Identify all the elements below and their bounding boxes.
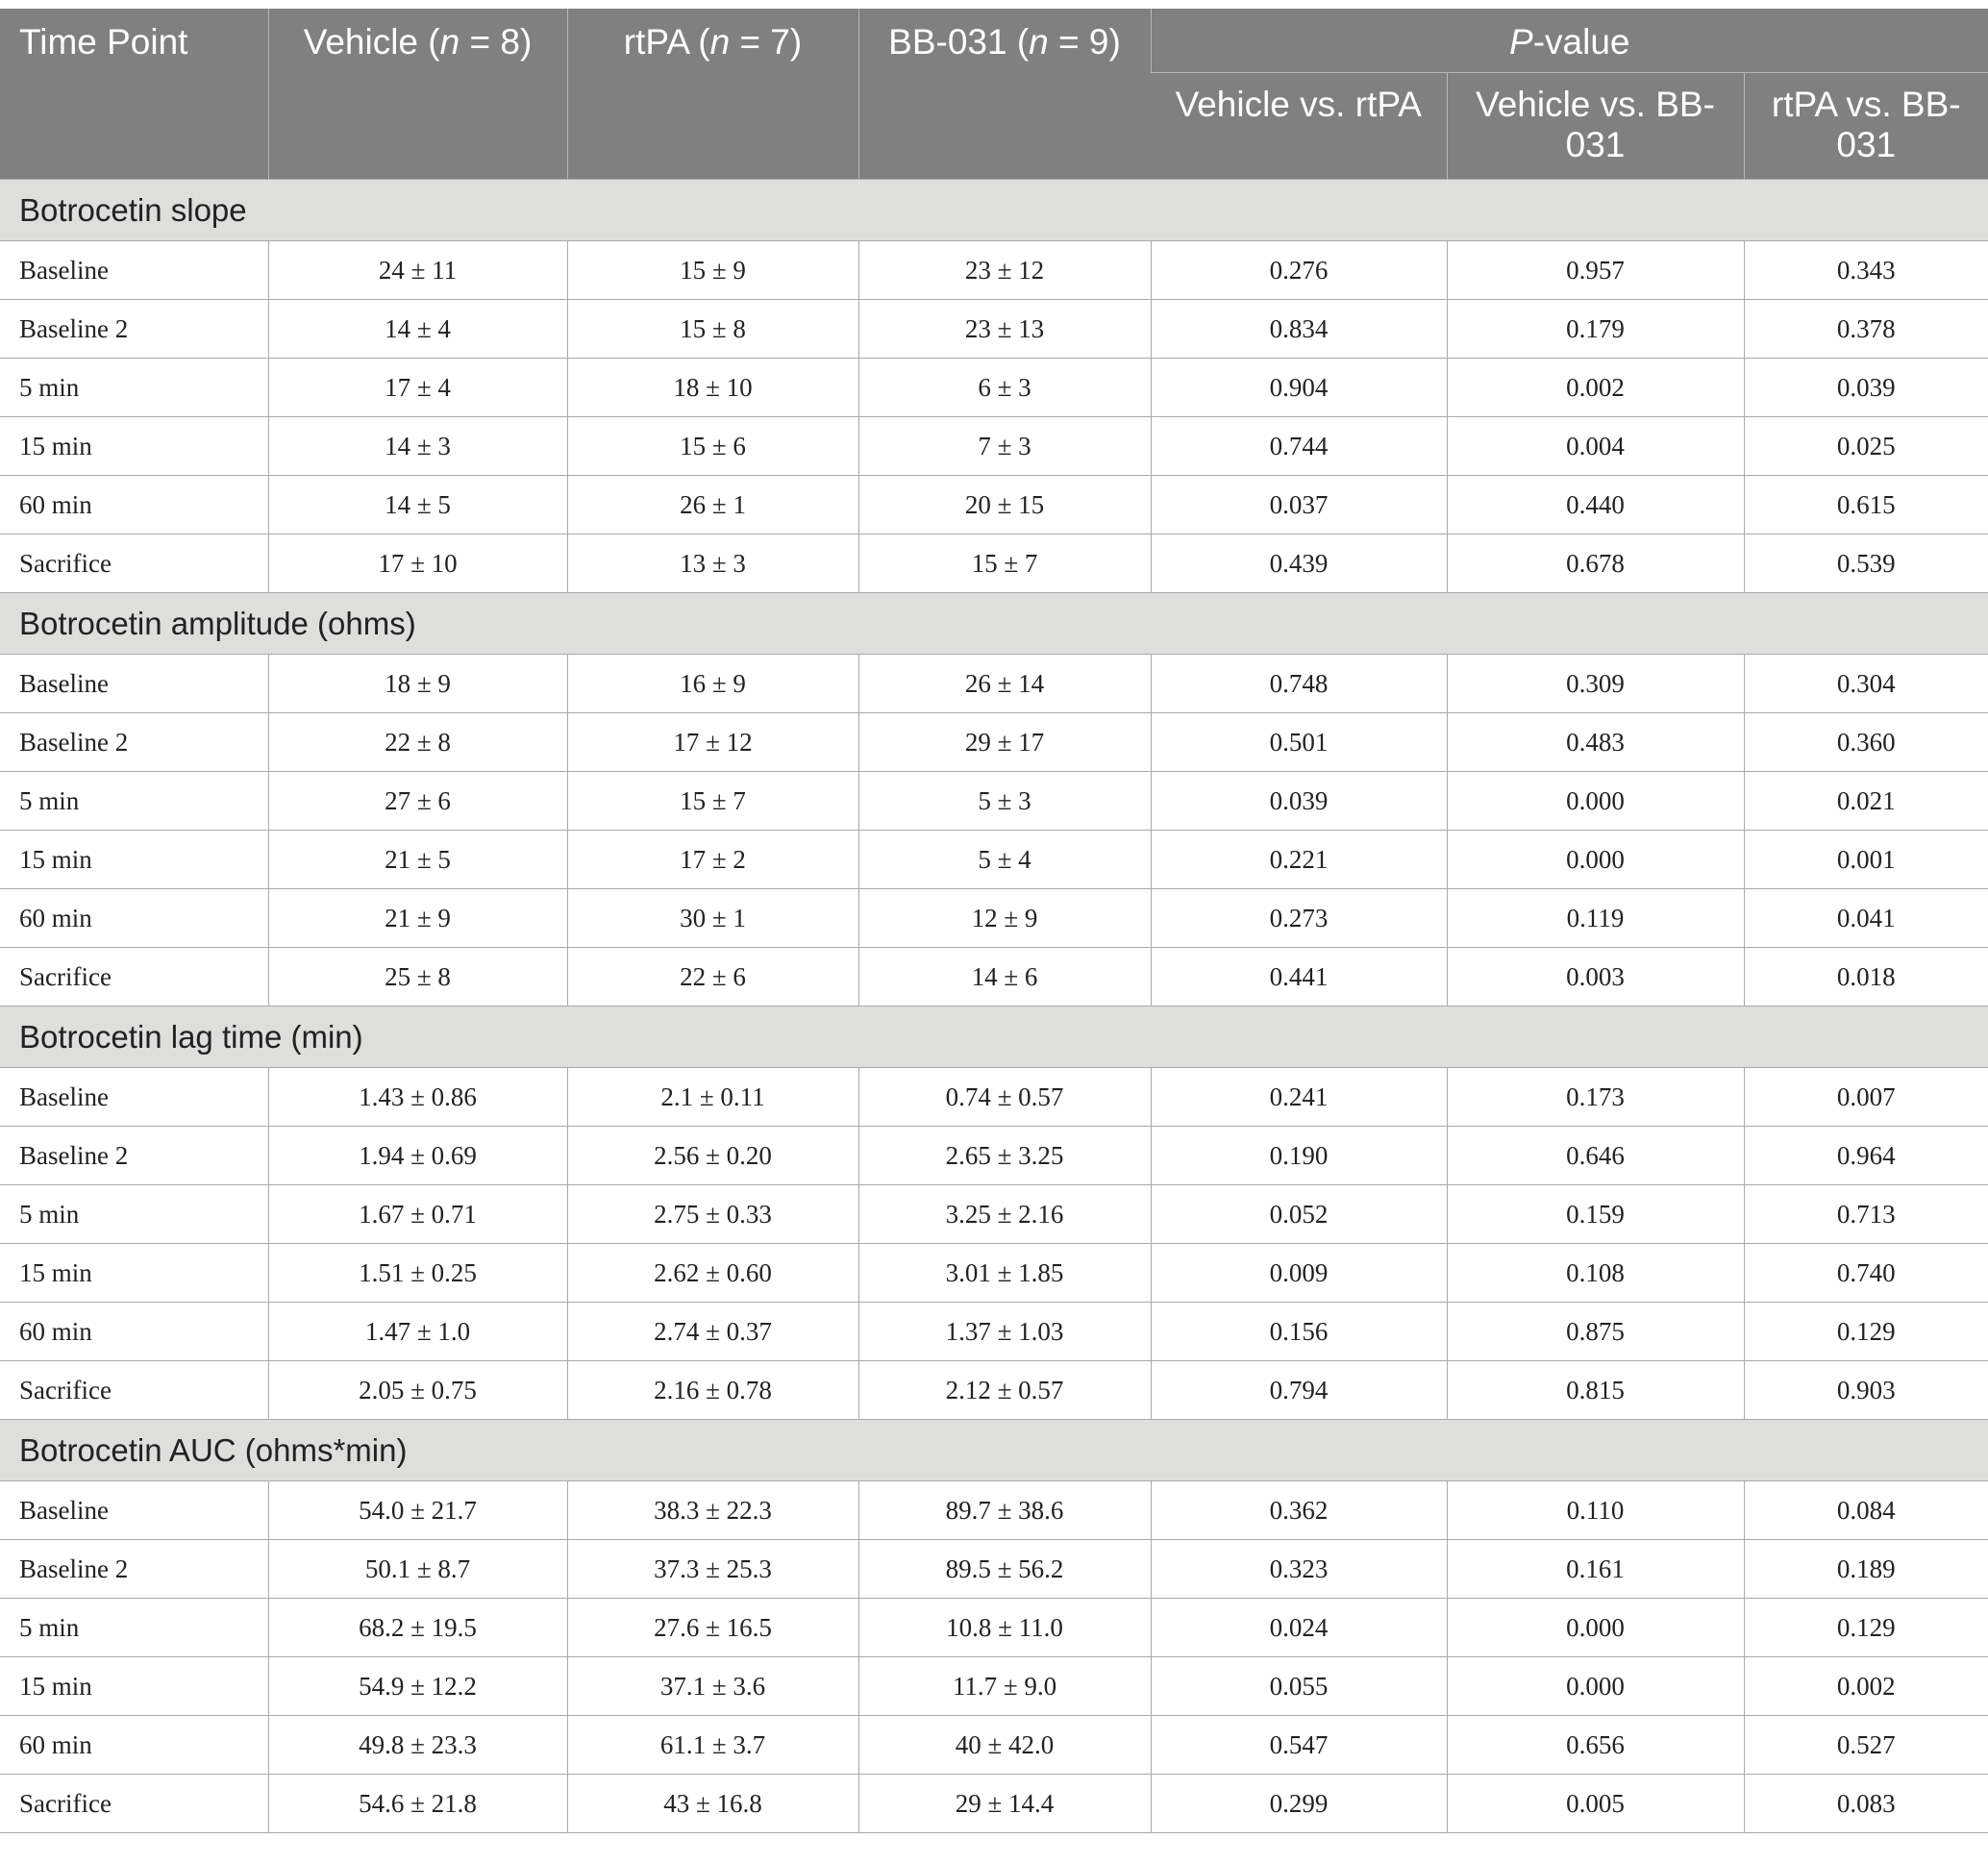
- cell-rtpa: 16 ± 9: [567, 655, 858, 713]
- cell-bb031: 29 ± 14.4: [858, 1775, 1151, 1833]
- cell-p-vehicle-vs-rtpa: 0.748: [1151, 655, 1447, 713]
- table-row: [0, 1540, 1988, 1599]
- section-title: Botrocetin slope: [0, 180, 1988, 241]
- cell-time-point: 15 min: [0, 417, 268, 476]
- cell-p-vehicle-vs-bb031: 0.678: [1447, 534, 1744, 593]
- cell-time-point: 60 min: [0, 1303, 268, 1361]
- table-row: [0, 1775, 1988, 1833]
- cell-p-vehicle-vs-rtpa: 0.744: [1151, 417, 1447, 476]
- cell-bb031: 26 ± 14: [858, 655, 1151, 713]
- cell-bb031: 89.7 ± 38.6: [858, 1481, 1151, 1540]
- results-table: [0, 9, 1988, 1833]
- header-vehicle-vs-bb031: Vehicle vs. BB-031: [1447, 73, 1744, 180]
- table-row: [0, 1244, 1988, 1303]
- cell-p-rtpa-vs-bb031: 0.713: [1744, 1185, 1988, 1244]
- cell-bb031: 23 ± 12: [858, 241, 1151, 300]
- table-row: [0, 772, 1988, 831]
- cell-rtpa: 15 ± 6: [567, 417, 858, 476]
- cell-p-vehicle-vs-bb031: 0.002: [1447, 359, 1744, 417]
- cell-p-vehicle-vs-bb031: 0.005: [1447, 1775, 1744, 1833]
- cell-p-vehicle-vs-bb031: 0.173: [1447, 1068, 1744, 1127]
- cell-time-point: Baseline: [0, 1481, 268, 1540]
- cell-time-point: Baseline 2: [0, 1127, 268, 1185]
- cell-vehicle: 1.94 ± 0.69: [268, 1127, 567, 1185]
- cell-p-vehicle-vs-rtpa: 0.299: [1151, 1775, 1447, 1833]
- cell-p-vehicle-vs-rtpa: 0.904: [1151, 359, 1447, 417]
- cell-p-vehicle-vs-bb031: 0.000: [1447, 831, 1744, 889]
- cell-vehicle: 49.8 ± 23.3: [268, 1716, 567, 1775]
- cell-rtpa: 61.1 ± 3.7: [567, 1716, 858, 1775]
- cell-bb031: 23 ± 13: [858, 300, 1151, 359]
- cell-p-vehicle-vs-rtpa: 0.362: [1151, 1481, 1447, 1540]
- section-header-row: [0, 1007, 1988, 1068]
- cell-vehicle: 27 ± 6: [268, 772, 567, 831]
- table-header: [0, 9, 1988, 180]
- cell-p-rtpa-vs-bb031: 0.039: [1744, 359, 1988, 417]
- cell-p-vehicle-vs-rtpa: 0.794: [1151, 1361, 1447, 1420]
- table-row: [0, 300, 1988, 359]
- cell-p-rtpa-vs-bb031: 0.041: [1744, 889, 1988, 948]
- cell-rtpa: 37.1 ± 3.6: [567, 1657, 858, 1716]
- cell-vehicle: 17 ± 4: [268, 359, 567, 417]
- cell-time-point: Sacrifice: [0, 1775, 268, 1833]
- cell-rtpa: 13 ± 3: [567, 534, 858, 593]
- cell-bb031: 7 ± 3: [858, 417, 1151, 476]
- cell-bb031: 20 ± 15: [858, 476, 1151, 534]
- cell-vehicle: 1.43 ± 0.86: [268, 1068, 567, 1127]
- cell-time-point: 5 min: [0, 359, 268, 417]
- cell-p-vehicle-vs-rtpa: 0.052: [1151, 1185, 1447, 1244]
- cell-rtpa: 17 ± 12: [567, 713, 858, 772]
- cell-p-vehicle-vs-bb031: 0.646: [1447, 1127, 1744, 1185]
- cell-time-point: 60 min: [0, 476, 268, 534]
- cell-p-vehicle-vs-bb031: 0.119: [1447, 889, 1744, 948]
- cell-rtpa: 17 ± 2: [567, 831, 858, 889]
- cell-time-point: 5 min: [0, 772, 268, 831]
- table-row: [0, 1361, 1988, 1420]
- cell-vehicle: 54.6 ± 21.8: [268, 1775, 567, 1833]
- cell-bb031: 10.8 ± 11.0: [858, 1599, 1151, 1657]
- cell-vehicle: 50.1 ± 8.7: [268, 1540, 567, 1599]
- cell-rtpa: 2.1 ± 0.11: [567, 1068, 858, 1127]
- cell-bb031: 15 ± 7: [858, 534, 1151, 593]
- cell-bb031: 6 ± 3: [858, 359, 1151, 417]
- cell-p-vehicle-vs-rtpa: 0.323: [1151, 1540, 1447, 1599]
- cell-vehicle: 1.47 ± 1.0: [268, 1303, 567, 1361]
- cell-p-vehicle-vs-rtpa: 0.190: [1151, 1127, 1447, 1185]
- cell-p-vehicle-vs-bb031: 0.000: [1447, 772, 1744, 831]
- cell-rtpa: 27.6 ± 16.5: [567, 1599, 858, 1657]
- cell-rtpa: 15 ± 7: [567, 772, 858, 831]
- cell-vehicle: 54.0 ± 21.7: [268, 1481, 567, 1540]
- table-row: [0, 1599, 1988, 1657]
- cell-time-point: Baseline: [0, 1068, 268, 1127]
- table-row: [0, 713, 1988, 772]
- cell-vehicle: 68.2 ± 19.5: [268, 1599, 567, 1657]
- header-pvalue: P-value: [1151, 9, 1988, 73]
- cell-vehicle: 21 ± 5: [268, 831, 567, 889]
- cell-bb031: 40 ± 42.0: [858, 1716, 1151, 1775]
- cell-p-vehicle-vs-bb031: 0.108: [1447, 1244, 1744, 1303]
- header-vehicle-vs-rtpa: Vehicle vs. rtPA: [1151, 73, 1447, 180]
- cell-bb031: 12 ± 9: [858, 889, 1151, 948]
- cell-p-vehicle-vs-bb031: 0.003: [1447, 948, 1744, 1007]
- cell-rtpa: 15 ± 8: [567, 300, 858, 359]
- table-row: [0, 1303, 1988, 1361]
- cell-p-rtpa-vs-bb031: 0.021: [1744, 772, 1988, 831]
- cell-vehicle: 18 ± 9: [268, 655, 567, 713]
- cell-p-vehicle-vs-rtpa: 0.439: [1151, 534, 1447, 593]
- cell-rtpa: 37.3 ± 25.3: [567, 1540, 858, 1599]
- cell-bb031: 0.74 ± 0.57: [858, 1068, 1151, 1127]
- cell-vehicle: 2.05 ± 0.75: [268, 1361, 567, 1420]
- table-row: [0, 889, 1988, 948]
- cell-rtpa: 2.62 ± 0.60: [567, 1244, 858, 1303]
- cell-bb031: 3.01 ± 1.85: [858, 1244, 1151, 1303]
- cell-time-point: 5 min: [0, 1185, 268, 1244]
- cell-time-point: Baseline 2: [0, 300, 268, 359]
- section-title: Botrocetin amplitude (ohms): [0, 593, 1988, 655]
- cell-p-vehicle-vs-rtpa: 0.276: [1151, 241, 1447, 300]
- table-row: [0, 1716, 1988, 1775]
- cell-time-point: 15 min: [0, 1244, 268, 1303]
- cell-bb031: 3.25 ± 2.16: [858, 1185, 1151, 1244]
- cell-p-rtpa-vs-bb031: 0.304: [1744, 655, 1988, 713]
- cell-p-vehicle-vs-bb031: 0.159: [1447, 1185, 1744, 1244]
- cell-rtpa: 38.3 ± 22.3: [567, 1481, 858, 1540]
- cell-vehicle: 1.51 ± 0.25: [268, 1244, 567, 1303]
- cell-vehicle: 17 ± 10: [268, 534, 567, 593]
- cell-p-vehicle-vs-rtpa: 0.221: [1151, 831, 1447, 889]
- table-row: [0, 1185, 1988, 1244]
- cell-time-point: Sacrifice: [0, 534, 268, 593]
- cell-p-rtpa-vs-bb031: 0.189: [1744, 1540, 1988, 1599]
- cell-p-rtpa-vs-bb031: 0.903: [1744, 1361, 1988, 1420]
- header-time-point: Time Point: [0, 9, 268, 180]
- cell-p-rtpa-vs-bb031: 0.378: [1744, 300, 1988, 359]
- cell-time-point: Sacrifice: [0, 1361, 268, 1420]
- cell-p-vehicle-vs-rtpa: 0.055: [1151, 1657, 1447, 1716]
- cell-p-rtpa-vs-bb031: 0.018: [1744, 948, 1988, 1007]
- table-row: [0, 1481, 1988, 1540]
- cell-vehicle: 21 ± 9: [268, 889, 567, 948]
- table-row: [0, 476, 1988, 534]
- cell-p-vehicle-vs-bb031: 0.656: [1447, 1716, 1744, 1775]
- table-body: [0, 180, 1988, 1833]
- header-rtpa: rtPA (n = 7): [567, 9, 858, 180]
- cell-p-vehicle-vs-rtpa: 0.547: [1151, 1716, 1447, 1775]
- section-header-row: [0, 593, 1988, 655]
- cell-p-rtpa-vs-bb031: 0.084: [1744, 1481, 1988, 1540]
- cell-p-rtpa-vs-bb031: 0.002: [1744, 1657, 1988, 1716]
- cell-time-point: Baseline: [0, 241, 268, 300]
- cell-bb031: 5 ± 4: [858, 831, 1151, 889]
- cell-p-vehicle-vs-rtpa: 0.273: [1151, 889, 1447, 948]
- cell-p-vehicle-vs-bb031: 0.004: [1447, 417, 1744, 476]
- cell-vehicle: 14 ± 5: [268, 476, 567, 534]
- cell-p-rtpa-vs-bb031: 0.129: [1744, 1303, 1988, 1361]
- table-row: [0, 1127, 1988, 1185]
- cell-p-vehicle-vs-bb031: 0.179: [1447, 300, 1744, 359]
- table-row: [0, 1657, 1988, 1716]
- cell-p-rtpa-vs-bb031: 0.083: [1744, 1775, 1988, 1833]
- cell-rtpa: 2.75 ± 0.33: [567, 1185, 858, 1244]
- cell-rtpa: 2.16 ± 0.78: [567, 1361, 858, 1420]
- table-row: [0, 655, 1988, 713]
- cell-p-rtpa-vs-bb031: 0.001: [1744, 831, 1988, 889]
- cell-rtpa: 30 ± 1: [567, 889, 858, 948]
- cell-p-rtpa-vs-bb031: 0.360: [1744, 713, 1988, 772]
- cell-p-vehicle-vs-bb031: 0.957: [1447, 241, 1744, 300]
- cell-vehicle: 14 ± 3: [268, 417, 567, 476]
- cell-bb031: 14 ± 6: [858, 948, 1151, 1007]
- cell-p-vehicle-vs-bb031: 0.161: [1447, 1540, 1744, 1599]
- cell-time-point: 5 min: [0, 1599, 268, 1657]
- cell-time-point: Baseline: [0, 655, 268, 713]
- cell-bb031: 29 ± 17: [858, 713, 1151, 772]
- cell-p-rtpa-vs-bb031: 0.527: [1744, 1716, 1988, 1775]
- cell-rtpa: 18 ± 10: [567, 359, 858, 417]
- table-row: [0, 417, 1988, 476]
- cell-rtpa: 15 ± 9: [567, 241, 858, 300]
- cell-p-vehicle-vs-rtpa: 0.039: [1151, 772, 1447, 831]
- cell-time-point: 60 min: [0, 1716, 268, 1775]
- cell-bb031: 89.5 ± 56.2: [858, 1540, 1151, 1599]
- header-vehicle: Vehicle (n = 8): [268, 9, 567, 180]
- cell-time-point: 15 min: [0, 1657, 268, 1716]
- cell-rtpa: 43 ± 16.8: [567, 1775, 858, 1833]
- cell-p-vehicle-vs-rtpa: 0.037: [1151, 476, 1447, 534]
- cell-bb031: 1.37 ± 1.03: [858, 1303, 1151, 1361]
- table-row: [0, 359, 1988, 417]
- cell-bb031: 5 ± 3: [858, 772, 1151, 831]
- cell-vehicle: 54.9 ± 12.2: [268, 1657, 567, 1716]
- cell-vehicle: 14 ± 4: [268, 300, 567, 359]
- cell-p-rtpa-vs-bb031: 0.615: [1744, 476, 1988, 534]
- table-row: [0, 831, 1988, 889]
- cell-rtpa: 2.56 ± 0.20: [567, 1127, 858, 1185]
- cell-p-vehicle-vs-bb031: 0.815: [1447, 1361, 1744, 1420]
- cell-bb031: 2.65 ± 3.25: [858, 1127, 1151, 1185]
- cell-time-point: Sacrifice: [0, 948, 268, 1007]
- cell-vehicle: 22 ± 8: [268, 713, 567, 772]
- cell-p-vehicle-vs-rtpa: 0.009: [1151, 1244, 1447, 1303]
- cell-time-point: Baseline 2: [0, 713, 268, 772]
- cell-rtpa: 2.74 ± 0.37: [567, 1303, 858, 1361]
- cell-vehicle: 24 ± 11: [268, 241, 567, 300]
- cell-time-point: 15 min: [0, 831, 268, 889]
- cell-p-rtpa-vs-bb031: 0.539: [1744, 534, 1988, 593]
- section-header-row: [0, 180, 1988, 241]
- cell-p-rtpa-vs-bb031: 0.025: [1744, 417, 1988, 476]
- cell-p-vehicle-vs-rtpa: 0.024: [1151, 1599, 1447, 1657]
- cell-p-vehicle-vs-bb031: 0.309: [1447, 655, 1744, 713]
- section-title: Botrocetin lag time (min): [0, 1007, 1988, 1068]
- cell-p-rtpa-vs-bb031: 0.129: [1744, 1599, 1988, 1657]
- cell-p-rtpa-vs-bb031: 0.964: [1744, 1127, 1988, 1185]
- cell-time-point: 60 min: [0, 889, 268, 948]
- cell-p-vehicle-vs-rtpa: 0.501: [1151, 713, 1447, 772]
- cell-p-vehicle-vs-bb031: 0.000: [1447, 1599, 1744, 1657]
- cell-time-point: Baseline 2: [0, 1540, 268, 1599]
- table-row: [0, 534, 1988, 593]
- cell-vehicle: 1.67 ± 0.71: [268, 1185, 567, 1244]
- cell-p-vehicle-vs-bb031: 0.110: [1447, 1481, 1744, 1540]
- cell-p-rtpa-vs-bb031: 0.343: [1744, 241, 1988, 300]
- cell-bb031: 2.12 ± 0.57: [858, 1361, 1151, 1420]
- cell-p-rtpa-vs-bb031: 0.740: [1744, 1244, 1988, 1303]
- section-title: Botrocetin AUC (ohms*min): [0, 1420, 1988, 1481]
- cell-p-vehicle-vs-bb031: 0.440: [1447, 476, 1744, 534]
- header-rtpa-vs-bb031: rtPA vs. BB-031: [1744, 73, 1988, 180]
- cell-p-vehicle-vs-bb031: 0.000: [1447, 1657, 1744, 1716]
- table-row: [0, 241, 1988, 300]
- cell-rtpa: 26 ± 1: [567, 476, 858, 534]
- section-header-row: [0, 1420, 1988, 1481]
- cell-p-vehicle-vs-rtpa: 0.441: [1151, 948, 1447, 1007]
- cell-p-vehicle-vs-rtpa: 0.834: [1151, 300, 1447, 359]
- table-row: [0, 1068, 1988, 1127]
- cell-p-vehicle-vs-rtpa: 0.241: [1151, 1068, 1447, 1127]
- cell-vehicle: 25 ± 8: [268, 948, 567, 1007]
- table-row: [0, 948, 1988, 1007]
- cell-p-rtpa-vs-bb031: 0.007: [1744, 1068, 1988, 1127]
- cell-p-vehicle-vs-bb031: 0.875: [1447, 1303, 1744, 1361]
- cell-rtpa: 22 ± 6: [567, 948, 858, 1007]
- header-bb031: BB-031 (n = 9): [858, 9, 1151, 180]
- cell-p-vehicle-vs-bb031: 0.483: [1447, 713, 1744, 772]
- cell-p-vehicle-vs-rtpa: 0.156: [1151, 1303, 1447, 1361]
- cell-bb031: 11.7 ± 9.0: [858, 1657, 1151, 1716]
